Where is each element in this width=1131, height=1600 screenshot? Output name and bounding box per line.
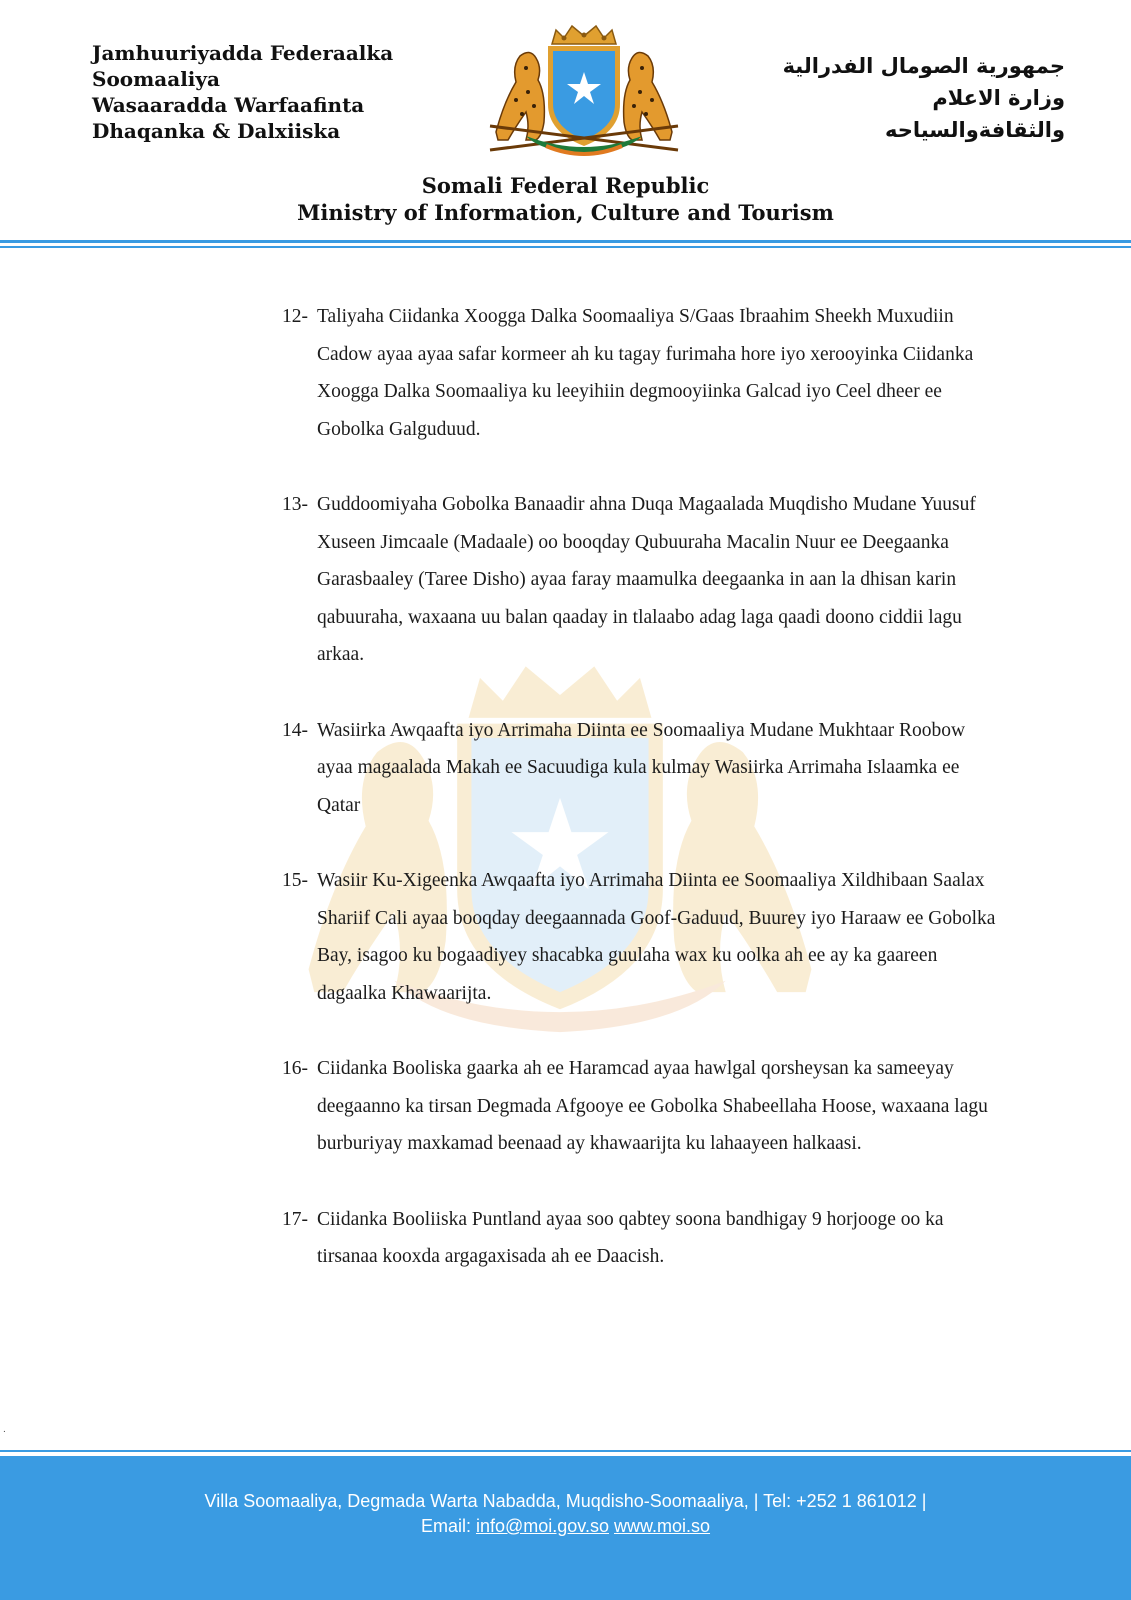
- item-text: Guddoomiyaha Gobolka Banaadir ahna Duqa Magaalada Muqdisho Mudane Yuusuf Xuseen Jimcaale (Madaale) oo booqday Qubuuraha Macalin Nuur ee Deegaanka Garasbaaley (Taree Disho) ayaa faray maamulka deegaanka in aan la dhisan karin qabuuraha, waxaana uu balan qaaday in tlalaabo adag laga qaadi doono ciddii lagu arkaa.: [317, 494, 976, 665]
- header-right-arabic: [783, 50, 1065, 146]
- somalia-coat-of-arms-icon: [486, 22, 682, 162]
- item-number: 15-: [282, 870, 308, 891]
- header-left-line: Dhaqanka & Dalxiiska: [92, 119, 341, 143]
- list-item: [282, 486, 1002, 674]
- header-left-line: Soomaaliya: [92, 67, 220, 91]
- list-item: [282, 712, 1002, 825]
- list-item: [282, 1201, 1002, 1276]
- header-center-english: [0, 172, 1131, 226]
- header-divider: [0, 240, 1131, 243]
- email-link[interactable]: info@moi.gov.so: [475, 1516, 609, 1536]
- crown-icon: [552, 26, 616, 44]
- header-right-line: والثقافةوالسياحه: [884, 118, 1065, 142]
- list-item: [282, 298, 1002, 448]
- item-text: Wasiir Ku-Xigeenka Awqaafta iyo Arrimaha Diinta ee Soomaaliya Xildhibaan Saalax Shariif Cali ayaa booqday deegaannada Goof-Gaduud, Buurey iyo Haraaw ee Gobolka Bay, isagoo ku bogaadiyey shacabka guulaha wax ku oolka ah ee ay ka gaareen dagaalka Khawaarijta.: [317, 870, 996, 1004]
- header-left-line: Wasaaradda Warfaafinta: [92, 93, 365, 117]
- header-left-somali: [92, 40, 393, 144]
- news-list: [282, 298, 1002, 1314]
- header-divider: [0, 246, 1131, 248]
- item-number: 12-: [282, 306, 308, 327]
- footer-contact: [0, 1514, 1131, 1538]
- stray-mark: .: [3, 1424, 6, 1435]
- ministry-name: Ministry of Information, Culture and Tourism: [297, 200, 834, 225]
- item-text: Wasiirka Awqaafta iyo Arrimaha Diinta ee Soomaaliya Mudane Mukhtaar Roobow ayaa magaalada Makah ee Sacuudiga kula kulmay Wasiirka Arrimaha Islaamka ee Qatar: [317, 719, 966, 816]
- email-label: Email:: [420, 1516, 471, 1536]
- footer: [0, 1456, 1131, 1600]
- footer-address: Villa Soomaaliya, Degmada Warta Nabadda, Muqdisho-Soomaaliya, | Tel: +252 1 861012 |: [204, 1491, 927, 1511]
- republic-name: Somali Federal Republic: [421, 173, 710, 198]
- footer-divider: [0, 1450, 1131, 1452]
- item-number: 17-: [282, 1208, 308, 1230]
- header-left-line: Jamhuuriyadda Federaalka: [92, 41, 394, 65]
- item-text: Ciidanka Booliiska Puntland ayaa soo qabtey soona bandhigay 9 horjooge oo ka tirsanaa kooxda argagaxisada ah ee Daacish.: [317, 1208, 944, 1267]
- header-right-line: جمهورية الصومال الفدرالية: [782, 54, 1065, 78]
- website-link[interactable]: www.moi.so: [614, 1516, 711, 1536]
- item-text: Ciidanka Booliska gaarka ah ee Haramcad ayaa hawlgal qorsheysan ka sameeyay deegaanno ka tirsan Degmada Afgooye ee Gobolka Shabeellaha Hoose, waxaana lagu burburiyay maxkamad beenaad ay khawaarijta ku lahaayeen halkaasi.: [317, 1058, 988, 1154]
- item-number: 13-: [282, 494, 308, 515]
- header-right-line: وزارة الاعلام: [932, 86, 1065, 110]
- list-item: [282, 1050, 1002, 1163]
- item-text: Taliyaha Ciidanka Xoogga Dalka Soomaaliya S/Gaas Ibraahim Sheekh Muxudiin Cadow ayaa ayaa safar kormeer ah ku tagay furimaha hore iyo xerooyinka Ciidanka Xoogga Dalka Soomaaliya ku leeyihiin degmooyiinka Galcad iyo Ceel dheer ee Gobolka Galguduud.: [317, 306, 974, 440]
- list-item: [282, 862, 1002, 1012]
- item-number: 14-: [282, 719, 308, 741]
- item-number: 16-: [282, 1058, 308, 1079]
